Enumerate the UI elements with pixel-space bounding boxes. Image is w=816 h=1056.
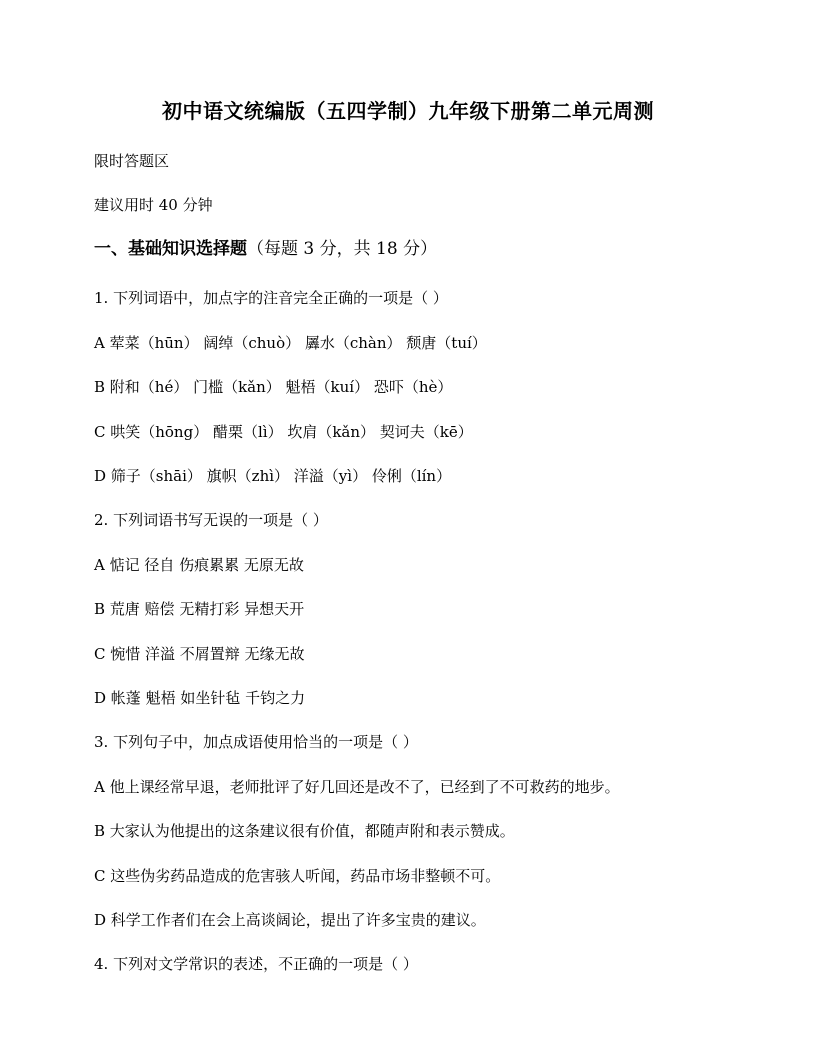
question-2-option-b: B 荒唐 赔偿 无精打彩 异想天开: [94, 600, 305, 618]
document-title: 初中语文统编版（五四学制）九年级下册第二单元周测: [162, 99, 654, 123]
question-3-option-c: C 这些伪劣药品造成的危害骇人听闻，药品市场非整顿不可。: [94, 867, 501, 885]
section-title: 一、基础知识选择题: [94, 239, 247, 259]
question-1-option-b: B 附和（hé） 门槛（kǎn） 魁梧（kuí） 恐吓（hè）: [94, 378, 453, 396]
question-2-stem: 2. 下列词语书写无误的一项是（ ）: [94, 511, 328, 529]
question-1-option-c: C 哄笑（hōng） 醋栗（lì） 坎肩（kǎn） 契诃夫（kē）: [94, 423, 473, 441]
section-score-note: （每题 3 分，共 18 分）: [247, 239, 438, 259]
question-3-option-b: B 大家认为他提出的这条建议很有价值，都随声附和表示赞成。: [94, 822, 515, 840]
question-3-option-d: D 科学工作者们在会上高谈阔论，提出了许多宝贵的建议。: [94, 911, 486, 929]
question-2-option-a: A 惦记 径自 伤痕累累 无原无故: [94, 556, 304, 574]
question-4-stem: 4. 下列对文学常识的表述，不正确的一项是（ ）: [94, 955, 418, 973]
question-3-option-a: A 他上课经常早退，老师批评了好几回还是改不了，已经到了不可救药的地步。: [94, 778, 620, 796]
question-3-stem: 3. 下列句子中，加点成语使用恰当的一项是（ ）: [94, 733, 418, 751]
question-1-option-d: D 筛子（shāi） 旗帜（zhì） 洋溢（yì） 伶俐（lín）: [94, 467, 452, 485]
section-heading: [94, 239, 437, 259]
answer-zone-label: 限时答题区: [94, 152, 170, 170]
question-2-option-d: D 帐蓬 魁梧 如坐针毡 千钧之力: [94, 689, 306, 707]
question-1-option-a: A 荤菜（hūn） 阔绰（chuò） 羼水（chàn） 颓唐（tuí）: [94, 334, 487, 352]
suggested-time: 建议用时 40 分钟: [94, 196, 213, 214]
question-1-stem: 1. 下列词语中，加点字的注音完全正确的一项是（ ）: [94, 289, 448, 307]
question-2-option-c: C 惋惜 洋溢 不屑置辩 无缘无故: [94, 645, 305, 663]
